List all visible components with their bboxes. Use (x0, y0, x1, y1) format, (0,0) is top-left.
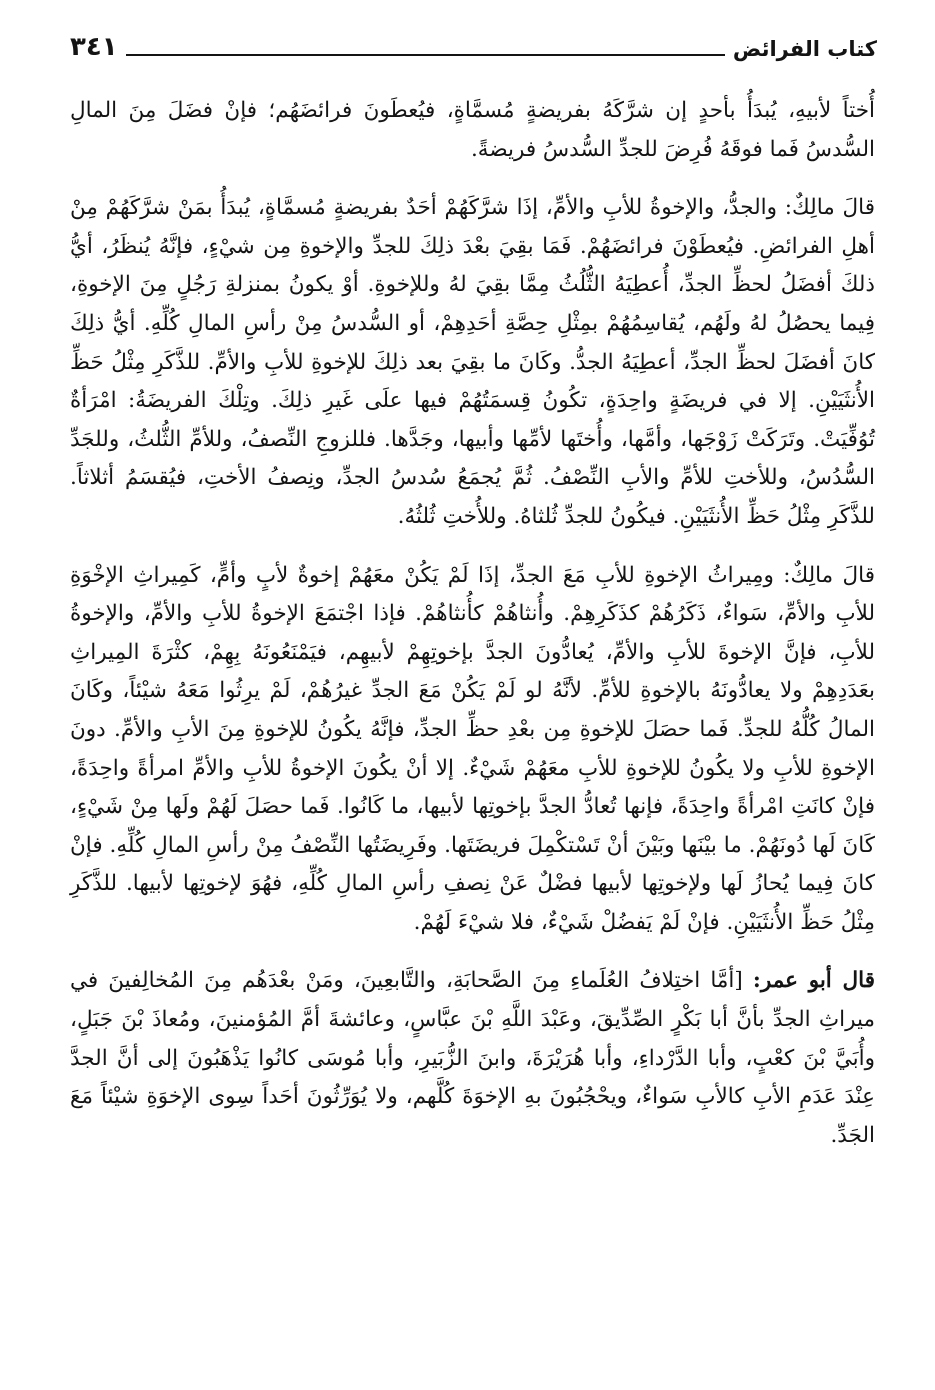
running-header (70, 26, 877, 60)
paragraph-3-text: قالَ مالِكٌ: ومِيراثُ الإخوةِ للأبِ مَعَ الجدِّ، إذَا لَمْ يَكُنْ معَهُمْ إخوةٌ لأبٍ وأمٍّ، كَمِيراثِ الإخْوَةِ للأبِ والأمِّ، سَواءٌ، ذَكَرُهُمْ كذَكَرِهِمْ. وأُنثاهُمْ كأُنثاهُمْ. فإذا اجْتمَعَ الإخوةُ للأبِ والأمِّ، والإخوةُ للأبِ، فإنَّ الإخوةَ للأبِ والأمِّ، يُعادُّونَ الجدَّ بإخوتِهِمْ لأبيهِم، فيَمْنَعُونَهُ بِهِمْ، كثْرَةَ المِيراثِ بعَدَدِهِمْ ولا يعادُّونَهُ بالإخوةِ للأمِّ. لأنَّهُ لو لَمْ يَكُنْ مَعَ الجدِّ غيرُهُمْ، لَمْ يرِثُوا مَعَهُ شيْئاً، وكَانَ المالُ كُلُّهُ للجدِّ. فَما حصَلَ للإخوةِ مِن بعْدِ حظِّ الجدِّ، فإنَّهُ يكُونُ للإخوةِ مِنَ الأبِ والأمِّ. دونَ الإخوةِ للأبِ ولا يكُونُ للإخوةِ للأبِ معَهُمْ شَيْءٌ. إلا أنْ يكُونَ الإخوةُ للأبِ والأمِّ امرأةً واحِدَةً، فإنْ كانَتِ امْرأةً واحِدَةً، فإنها تُعادُّ الجدَّ بإخوتِها لأبيها، ما كَانُوا. فَما حصَلَ لَهُمْ ولَها مِنْ شَيْءٍ، كَانَ لَها دُونَهُمْ. ما بيْنَها وبَيْنَ أنْ تَسْتكْمِلَ فريضَتَها. وفَرِيضَتُها النِّصْفُ مِنْ رأسِ المالِ كُلِّهِ. فإنْ كانَ فِيما يُحازُ لَها ولإخوتِها لأبيها فضْلٌ عَنْ نِصفِ رأسِ المالِ كُلِّهِ، فهُوَ لإخوتِها لأبيها. للذَّكَرِ مِثْلُ حَظِّ الأُنثَيَيْنِ. فإنْ لَمْ يَفضُلْ شَيْءٌ، فلا شيْءَ لَهُمْ. (70, 562, 875, 935)
header-rule (126, 54, 725, 56)
paragraph-gap (70, 169, 875, 189)
page-body (70, 92, 875, 1155)
paragraph-4 (70, 962, 875, 1155)
paragraph-gap (70, 942, 875, 962)
paragraph-4-text: [أمَّا اختِلافُ العُلَماءِ مِنَ الصَّحابَةِ، والتَّابعِينَ، ومَنْ بعْدَهُم مِنَ المُخالِفينَ في ميراثِ الجدِّ بأنَّ أبا بَكْرٍ الصِّدِّيقَ، وعَبْدَ اللَّهِ بْنَ عبَّاسٍ، وعائشةَ أمَّ المُؤمنينَ، ومُعاذَ بْنَ جَبَلٍ، وأُبَيَّ بْنَ كعْبٍ، وأبا الدَّرْداءِ، وأبا هُرَيْرَةَ، وابنَ الزُّبَيرِ، وأبا مُوسَى كانُوا يَذْهَبُونَ إلى أنَّ الجدَّ عِنْدَ عَدَمِ الأبِ كالأبِ سَواءٌ، ويحْجُبُونَ بهِ الإخوَةَ كُلَّهم، ولا يُوَرِّثُونَ أحَداً سِوى الإخوَةِ شيْئاً مَعَ الجَدِّ. (70, 968, 875, 1148)
book-title: كتاب الفرائض (732, 37, 877, 61)
paragraph-1-text: أُختاً لأبيهِ، يُبدَأُ بأحدٍ إن شرَّكَهُ بفريضةٍ مُسمَّاةٍ، فيُعطَونَ فرائضَهُم؛ فإنْ فضَلَ مِنَ المالِ السُّدسُ فَما فوقَهُ فُرِضَ للجدِّ السُّدسُ فريضةً. (70, 98, 875, 162)
page-number: ٣٤١ (70, 32, 118, 62)
paragraph-gap (70, 537, 875, 557)
paragraph-3 (70, 557, 875, 943)
speaker-label: قال أبو عمر: (752, 968, 875, 994)
paragraph-2 (70, 189, 875, 536)
paragraph-1 (70, 92, 875, 169)
paragraph-2-text: قالَ مالِكٌ: والجدُّ، والإخوةُ للأبِ والأمِّ، إذَا شرَّكَهُمْ أحَدٌ بفريضةٍ مُسمَّاةٍ، يُبدَأُ بمَنْ شرَّكَهُمْ مِنْ أهلِ الفرائضِ. فيُعطَوْنَ فرائضَهُمْ. فَمَا بقِيَ بعْدَ ذلِكَ للجدِّ والإخوةِ مِن شيْءٍ، فإنَّهُ يُنظَرُ، أيُّ ذلكَ أفضَلُ لحظِّ الجدِّ، أُعطِيَهُ الثُّلُثُ مِمَّا بقِيَ لهُ وللإخوةِ. أوْ يكونُ بمنزلةِ رَجُلٍ مِنَ الإخوةِ، فِيما يحصُلُ لهُ ولَهُم، يُقاسِمُهُمْ بمِثْلِ حِصَّةِ أحَدِهِمْ، أو السُّدسُ مِنْ رأسِ المالِ كُلِّهِ. أيُّ ذلِكَ كانَ أفضَلَ لحظِّ الجدِّ، أعطِيَهُ الجدُّ. وكَانَ ما بقِيَ بعد ذلِكَ للإخوةِ للأبِ والأمِّ. للذَّكَرِ مِثْلُ حَظِّ الأُنثَيَيْنِ. إلا في فريضَةٍ واحِدَةٍ، تكُونُ قِسمَتُهُمْ فيها علَى غَيرِ ذلِكَ. وتِلْكَ الفريضَةُ: امْرَأةٌ تُوُفِّيَتْ. وتَرَكَتْ زَوْجَها، وأمَّها، وأُختَها لأمِّها وأبيها، وجَدَّها. فللزوجِ النِّصفُ، وللأمِّ الثُّلثُ، وللجَدِّ السُّدُسُ، وللأختِ للأمِّ والأبِ النِّصْفُ. ثُمَّ يُجمَعُ سُدسُ الجدِّ، ونِصفُ الأختِ، فيُقسَمُ أثلاثاً. للذَّكَرِ مِثْلُ حَظِّ الأُنثَيَيْنِ. فيكُونُ للجدِّ ثُلثاهُ. وللأُختِ ثُلثُهُ. (70, 195, 875, 529)
